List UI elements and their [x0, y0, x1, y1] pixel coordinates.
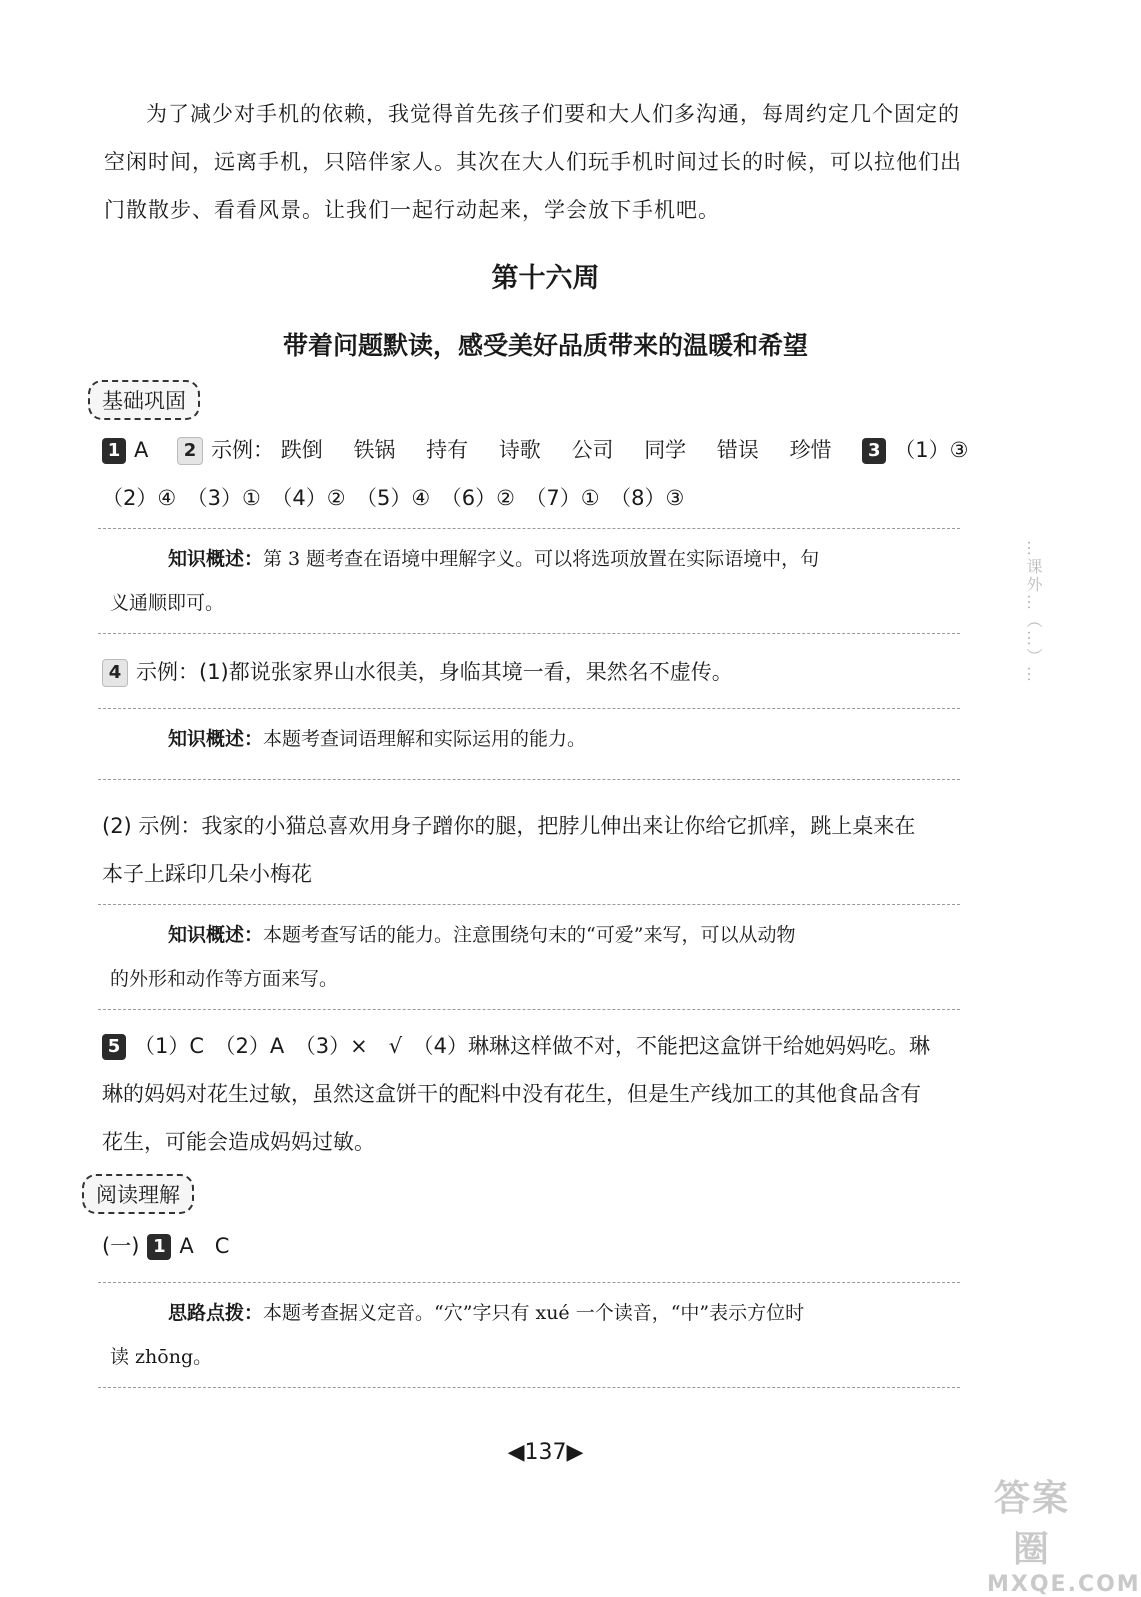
note-label: 知识概述： [168, 548, 264, 570]
q2-word: 铁锅 [353, 438, 396, 462]
page-number-text: 137 [524, 1440, 567, 1465]
watermark-logo [987, 1470, 1141, 1597]
knowledge-note [98, 708, 960, 780]
question-number-badge: 2 [177, 437, 203, 465]
question-number-badge: 1 [102, 438, 126, 464]
watermark-line: 答案圈 [993, 1478, 1070, 1570]
section-tag-reading: 阅读理解 [82, 1174, 194, 1214]
reading-answer: A C [179, 1234, 230, 1258]
knowledge-note [98, 904, 960, 1010]
intro-line: 空闲时间，远离手机，只陪伴家人。其次在大人们玩手机时间过长的时候，可以拉他们出 [104, 150, 962, 174]
reading-prefix: (一) [102, 1234, 140, 1258]
section-tag-basics: 基础巩固 [88, 380, 200, 420]
note-label: 知识概述： [168, 728, 264, 750]
reading-answer-1 [102, 1230, 229, 1260]
note-label: 思路点拨： [168, 1302, 264, 1324]
q2-word: 跌倒 [280, 438, 323, 462]
week-title: 第十六周 [491, 263, 600, 294]
intro-line: 门散散步、看看风景。让我们一起行动起来，学会放下手机吧。 [104, 198, 720, 222]
question-number-badge: 5 [102, 1034, 126, 1060]
q2-word: 持有 [426, 438, 469, 462]
intro-paragraph [104, 90, 964, 234]
q2-word: 公司 [571, 438, 614, 462]
lesson-subtitle: 带着问题默读，感受美好品质带来的温暖和希望 [282, 331, 808, 360]
note-text: 第 3 题考查在语境中理解字义。可以将选项放置在实际语境中，句 [263, 548, 820, 570]
q4b-line: (2) 示例：我家的小猫总喜欢用身子蹭你的腿，把脖儿伸出来让你给它抓痒，跳上桌来在 [102, 814, 916, 838]
q5-line: 琳的妈妈对花生过敏，虽然这盒饼干的配料中没有花生，但是生产线加工的其他食品含有 [102, 1082, 921, 1106]
question-number-badge: 3 [862, 438, 886, 464]
q4-text: 示例：(1)都说张家界山水很美，身临其境一看，果然名不虚传。 [136, 660, 733, 684]
thinking-note [98, 1282, 960, 1388]
answer-q4-part2 [102, 802, 964, 898]
q2-word: 珍惜 [789, 438, 832, 462]
note-text: 读 zhōng。 [110, 1346, 213, 1368]
note-text: 义通顺即可。 [110, 592, 225, 614]
page-number [0, 1440, 1091, 1465]
q2-prefix: 示例： [211, 438, 275, 462]
question-number-badge: 1 [147, 1234, 171, 1260]
q5-line: 花生，可能会造成妈妈过敏。 [102, 1130, 375, 1154]
right-arrow-icon: ▶ [566, 1440, 584, 1465]
left-arrow-icon: ◀ [507, 1440, 525, 1465]
q2-word: 诗歌 [498, 438, 541, 462]
note-text: 本题考查词语理解和实际运用的能力。 [263, 728, 587, 750]
answer-q4 [102, 656, 733, 687]
note-text: 本题考查写话的能力。注意围绕句末的“可爱”来写，可以从动物 [263, 924, 796, 946]
q2-word: 同学 [644, 438, 687, 462]
question-number-badge: 4 [102, 659, 128, 687]
q4b-line: 本子上踩印几朵小梅花 [102, 862, 312, 886]
answer-q5 [102, 1022, 964, 1166]
knowledge-note [98, 528, 960, 634]
intro-line: 为了减少对手机的依赖，我觉得首先孩子们要和大人们多沟通，每周约定几个固定的 [146, 102, 960, 126]
note-text: 本题考查据义定音。“穴”字只有 xué 一个读音，“中”表示方位时 [263, 1302, 805, 1324]
answers-q1-q3 [102, 434, 968, 465]
watermark-line: MXQE.COM [987, 1572, 1141, 1597]
q5-line: （1）C （2）A （3）× √ （4）琳琳这样做不对，不能把这盒饼干给她妈妈吃。琳 [134, 1034, 930, 1058]
q3-first: （1）③ [894, 438, 969, 462]
q2-word: 错误 [716, 438, 759, 462]
q3-rest: （2）④ （3）① （4）② （5）④ （6）② （7）① （8）③ [102, 486, 685, 510]
note-label: 知识概述： [168, 924, 264, 946]
q1-answer: A [134, 438, 149, 462]
margin-text: …课外…（…）… [1024, 540, 1043, 684]
note-text: 的外形和动作等方面来写。 [110, 968, 339, 990]
